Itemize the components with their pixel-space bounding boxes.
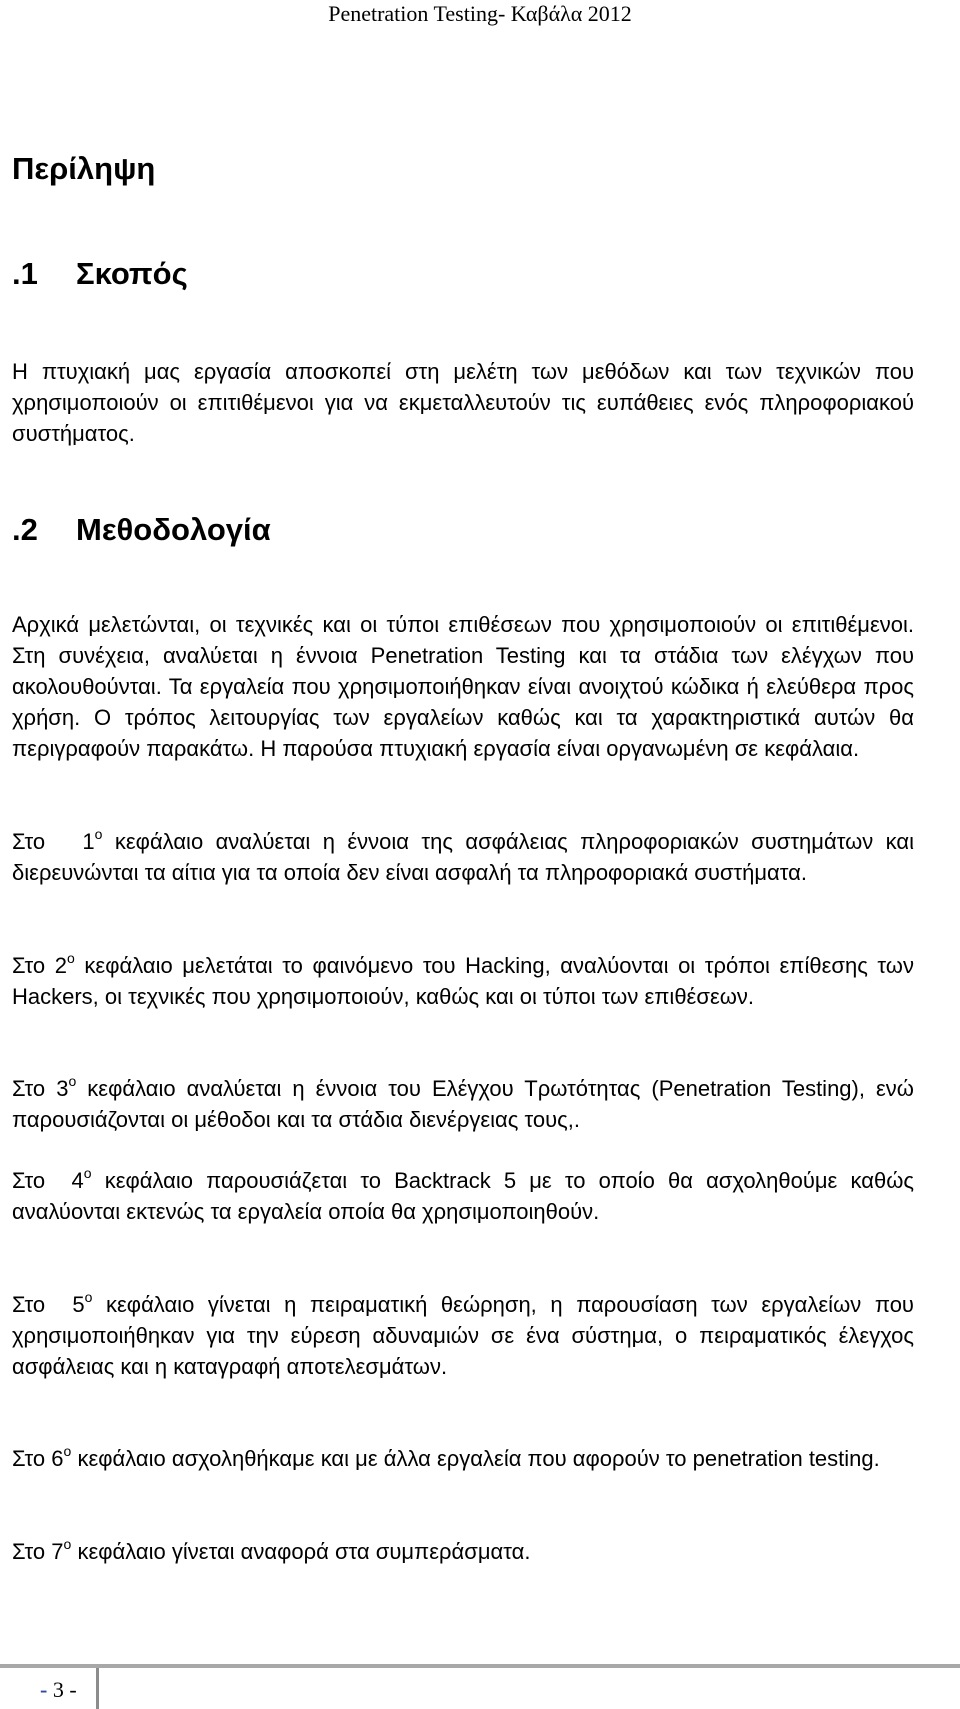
chapter-5-paragraph: [12, 1289, 914, 1382]
chapter-4-paragraph: [12, 1165, 914, 1227]
chapter-number: 4: [71, 1168, 84, 1193]
chapter-ordinal: ο: [84, 1289, 93, 1305]
methodology-paragraph: Αρχικά μελετώνται, οι τεχνικές και οι τύποι επιθέσεων που χρησιμοποιούν οι επιτιθέμενοι. Στη συνέχεια, αναλύεται η έννοια Penetration Testing και τα στάδια των ελέγχων που ακολουθούνται. Τα εργαλεία που χρησιμοποιήθηκαν είναι ανοιχτού κώδικα ή ελεύθερα προς χρήση. Ο τρόπος λειτουργίας των εργαλείων καθώς και τα χαρακτηριστικά αυτών θα περιγραφούν παρακάτω. Η παρούσα πτυχιακή εργασία είναι οργανωμένη σε κεφάλαια.: [12, 612, 914, 761]
page-number-dash: -: [40, 1677, 48, 1702]
chapter-prefix: Στο: [12, 829, 46, 854]
running-header: Penetration Testing- Καβάλα 2012: [328, 1, 632, 26]
chapter-text: κεφάλαιο αναλύεται η έννοια της ασφάλειας πληροφοριακών συστημάτων και διερευνώνται τα αίτια για τα οποία δεν είναι ασφαλή τα πληροφοριακά συστήματα.: [12, 829, 914, 885]
page-title: Περίληψη: [12, 151, 156, 186]
chapter-ordinal: ο: [63, 1443, 72, 1459]
chapter-7-paragraph: [12, 1536, 914, 1567]
chapter-ordinal: ο: [94, 826, 103, 842]
chapter-ordinal: ο: [83, 1165, 92, 1181]
chapter-number: 5: [72, 1292, 85, 1317]
chapter-text: κεφάλαιο γίνεται αναφορά στα συμπεράσματα.: [77, 1539, 531, 1564]
chapter-number: 6: [51, 1446, 64, 1471]
chapter-prefix: Στο: [12, 1539, 46, 1564]
chapter-number: 7: [51, 1539, 64, 1564]
chapter-number: 1: [82, 829, 95, 854]
section-number: .2: [12, 512, 38, 547]
chapter-ordinal: ο: [63, 1536, 72, 1552]
chapter-prefix: Στο: [12, 1076, 46, 1101]
chapter-6-paragraph: [12, 1443, 914, 1474]
section-number: .1: [12, 256, 38, 291]
chapter-text: κεφάλαιο γίνεται η πειραματική θεώρηση, η παρουσίαση των εργαλείων που χρησιμοποιήθηκαν για την εύρεση αδυναμιών σε ένα σύστημα, ο πειραματικός έλεγχος ασφάλειας και η καταγραφή αποτελεσμάτων.: [12, 1292, 914, 1379]
chapter-text: κεφάλαιο αναλύεται η έννοια του Ελέγχου Τρωτότητας (Penetration Testing), ενώ παρουσιάζονται οι μέθοδοι και τα στάδια διενέργειας τους,.: [12, 1076, 914, 1132]
chapter-prefix: Στο: [12, 1292, 46, 1317]
chapter-ordinal: ο: [67, 950, 75, 966]
page-number-value: 3 -: [52, 1677, 77, 1702]
chapter-text: κεφάλαιο παρουσιάζεται το Backtrack 5 με το οποίο θα ασχοληθούμε καθώς αναλύονται εκτενώς τα εργαλεία οποία θα χρησιμοποιηθούν.: [12, 1168, 914, 1224]
chapter-prefix: Στο: [12, 953, 46, 978]
section-heading-purpose: [12, 255, 188, 293]
chapter-1-paragraph: [12, 826, 914, 888]
chapter-number: 2: [54, 953, 68, 978]
chapter-ordinal: ο: [68, 1073, 77, 1089]
chapter-prefix: Στο: [12, 1168, 46, 1193]
purpose-paragraph: Η πτυχιακή μας εργασία αποσκοπεί στη μελέτη των μεθόδων και των τεχνικών που χρησιμοποιούν οι επιτιθέμενοι για να εκμεταλλευτούν τις ευπάθειες ενός πληροφοριακού συστήματος.: [12, 359, 914, 446]
section-title: Σκοπός: [76, 256, 188, 291]
page-number: [40, 1676, 77, 1704]
chapter-3-paragraph: [12, 1073, 914, 1135]
chapter-number: 3: [56, 1076, 69, 1101]
chapter-text: κεφάλαιο μελετάται το φαινόμενο του Hacking, αναλύονται οι τρόποι επίθεσης των Hackers, οι τεχνικές που χρησιμοποιούν, καθώς και οι τύποι των επιθέσεων.: [12, 953, 914, 1009]
section-title: Μεθοδολογία: [76, 512, 271, 547]
section-heading-methodology: [12, 511, 271, 549]
chapter-prefix: Στο: [12, 1446, 46, 1471]
chapter-text: κεφάλαιο ασχοληθήκαμε και με άλλα εργαλεία που αφορούν το penetration testing.: [77, 1446, 880, 1471]
footer-divider: [0, 1664, 960, 1668]
chapter-2-paragraph: [12, 950, 914, 1012]
